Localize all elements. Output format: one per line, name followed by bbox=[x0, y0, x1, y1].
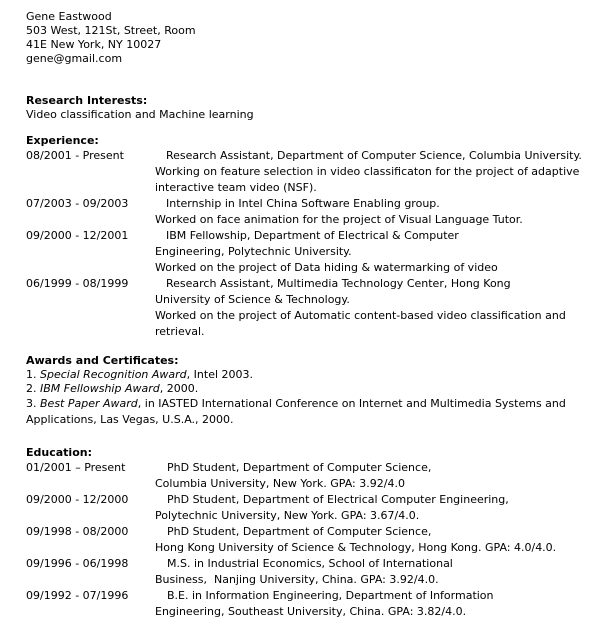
education-detail: Polytechnic University, New York. GPA: 3.67/4.0. bbox=[155, 509, 420, 522]
award-detail-continued: Applications, Las Vegas, U.S.A., 2000. bbox=[26, 413, 234, 426]
experience-date: 08/2001 - Present bbox=[26, 149, 124, 162]
resume-page bbox=[26, 10, 586, 620]
education-date: 09/1998 - 08/2000 bbox=[26, 525, 129, 538]
award-item bbox=[26, 368, 586, 382]
education-title: M.S. in Industrial Economics, School of International bbox=[167, 557, 453, 570]
education-entry bbox=[26, 460, 586, 492]
research-section bbox=[26, 94, 586, 122]
education-detail: Hong Kong University of Science & Technology, Hong Kong. GPA: 4.0/4.0. bbox=[155, 541, 557, 554]
education-title: B.E. in Information Engineering, Department of Information bbox=[167, 589, 494, 602]
experience-detail: Worked on the project of Automatic content-based video classification and bbox=[155, 309, 566, 322]
contact-address-line-1: 503 West, 121St, Street, Room bbox=[26, 24, 196, 37]
contact-block bbox=[26, 10, 586, 66]
contact-address-line-2: 41E New York, NY 10027 bbox=[26, 38, 162, 51]
experience-entry bbox=[26, 276, 586, 340]
research-heading: Research Interests: bbox=[26, 94, 148, 107]
award-prefix: 2. bbox=[26, 382, 40, 395]
experience-date: 06/1999 - 08/1999 bbox=[26, 277, 129, 290]
experience-detail: retrieval. bbox=[155, 325, 205, 338]
education-detail: Business, Nanjing University, China. GPA: 3.92/4.0. bbox=[155, 573, 439, 586]
award-title: IBM Fellowship Award bbox=[40, 382, 160, 395]
experience-detail: interactive team video (NSF). bbox=[155, 181, 317, 194]
experience-detail: Worked on face animation for the project of Visual Language Tutor. bbox=[155, 213, 523, 226]
experience-title: Research Assistant, Department of Computer Science, Columbia University. bbox=[166, 149, 582, 162]
education-entry bbox=[26, 524, 586, 556]
experience-detail: Worked on the project of Data hiding & watermarking of video bbox=[155, 261, 498, 274]
education-title: PhD Student, Department of Electrical Computer Engineering, bbox=[167, 493, 509, 506]
experience-title: IBM Fellowship, Department of Electrical & Computer bbox=[166, 229, 459, 242]
awards-heading: Awards and Certificates: bbox=[26, 354, 179, 367]
contact-name: Gene Eastwood bbox=[26, 10, 112, 23]
research-text: Video classification and Machine learning bbox=[26, 108, 254, 121]
award-item bbox=[26, 396, 586, 428]
award-detail: , in IASTED International Conference on Internet and Multimedia Systems and bbox=[137, 397, 566, 410]
education-entry bbox=[26, 588, 586, 620]
award-prefix: 3. bbox=[26, 397, 40, 410]
education-title: PhD Student, Department of Computer Science, bbox=[167, 525, 432, 538]
award-prefix: 1. bbox=[26, 368, 40, 381]
awards-section bbox=[26, 354, 586, 428]
award-title: Special Recognition Award bbox=[40, 368, 187, 381]
experience-detail: University of Science & Technology. bbox=[155, 293, 350, 306]
education-detail: Engineering, Southeast University, China. GPA: 3.82/4.0. bbox=[155, 605, 467, 618]
experience-section bbox=[26, 134, 586, 340]
award-detail: , Intel 2003. bbox=[186, 368, 254, 381]
education-date: 01/2001 – Present bbox=[26, 461, 126, 474]
experience-title: Research Assistant, Multimedia Technology Center, Hong Kong bbox=[166, 277, 511, 290]
education-title: PhD Student, Department of Computer Science, bbox=[167, 461, 432, 474]
award-title: Best Paper Award bbox=[40, 397, 138, 410]
education-detail: Columbia University, New York. GPA: 3.92/4.0 bbox=[155, 477, 405, 490]
education-date: 09/1996 - 06/1998 bbox=[26, 557, 129, 570]
education-entry bbox=[26, 556, 586, 588]
experience-date: 07/2003 - 09/2003 bbox=[26, 197, 129, 210]
award-detail: , 2000. bbox=[159, 382, 199, 395]
experience-detail: Engineering, Polytechnic University. bbox=[155, 245, 352, 258]
experience-entry bbox=[26, 196, 586, 228]
experience-heading: Experience: bbox=[26, 134, 99, 147]
education-entry bbox=[26, 492, 586, 524]
experience-detail: Working on feature selection in video classificaton for the project of adaptive bbox=[155, 165, 580, 178]
education-section bbox=[26, 446, 586, 620]
experience-entry bbox=[26, 228, 586, 276]
education-date: 09/2000 - 12/2000 bbox=[26, 493, 129, 506]
education-heading: Education: bbox=[26, 446, 92, 459]
award-item bbox=[26, 382, 586, 396]
experience-date: 09/2000 - 12/2001 bbox=[26, 229, 129, 242]
education-date: 09/1992 - 07/1996 bbox=[26, 589, 129, 602]
contact-email: gene@gmail.com bbox=[26, 52, 123, 65]
experience-title: Internship in Intel China Software Enabling group. bbox=[166, 197, 440, 210]
experience-entry bbox=[26, 148, 586, 196]
